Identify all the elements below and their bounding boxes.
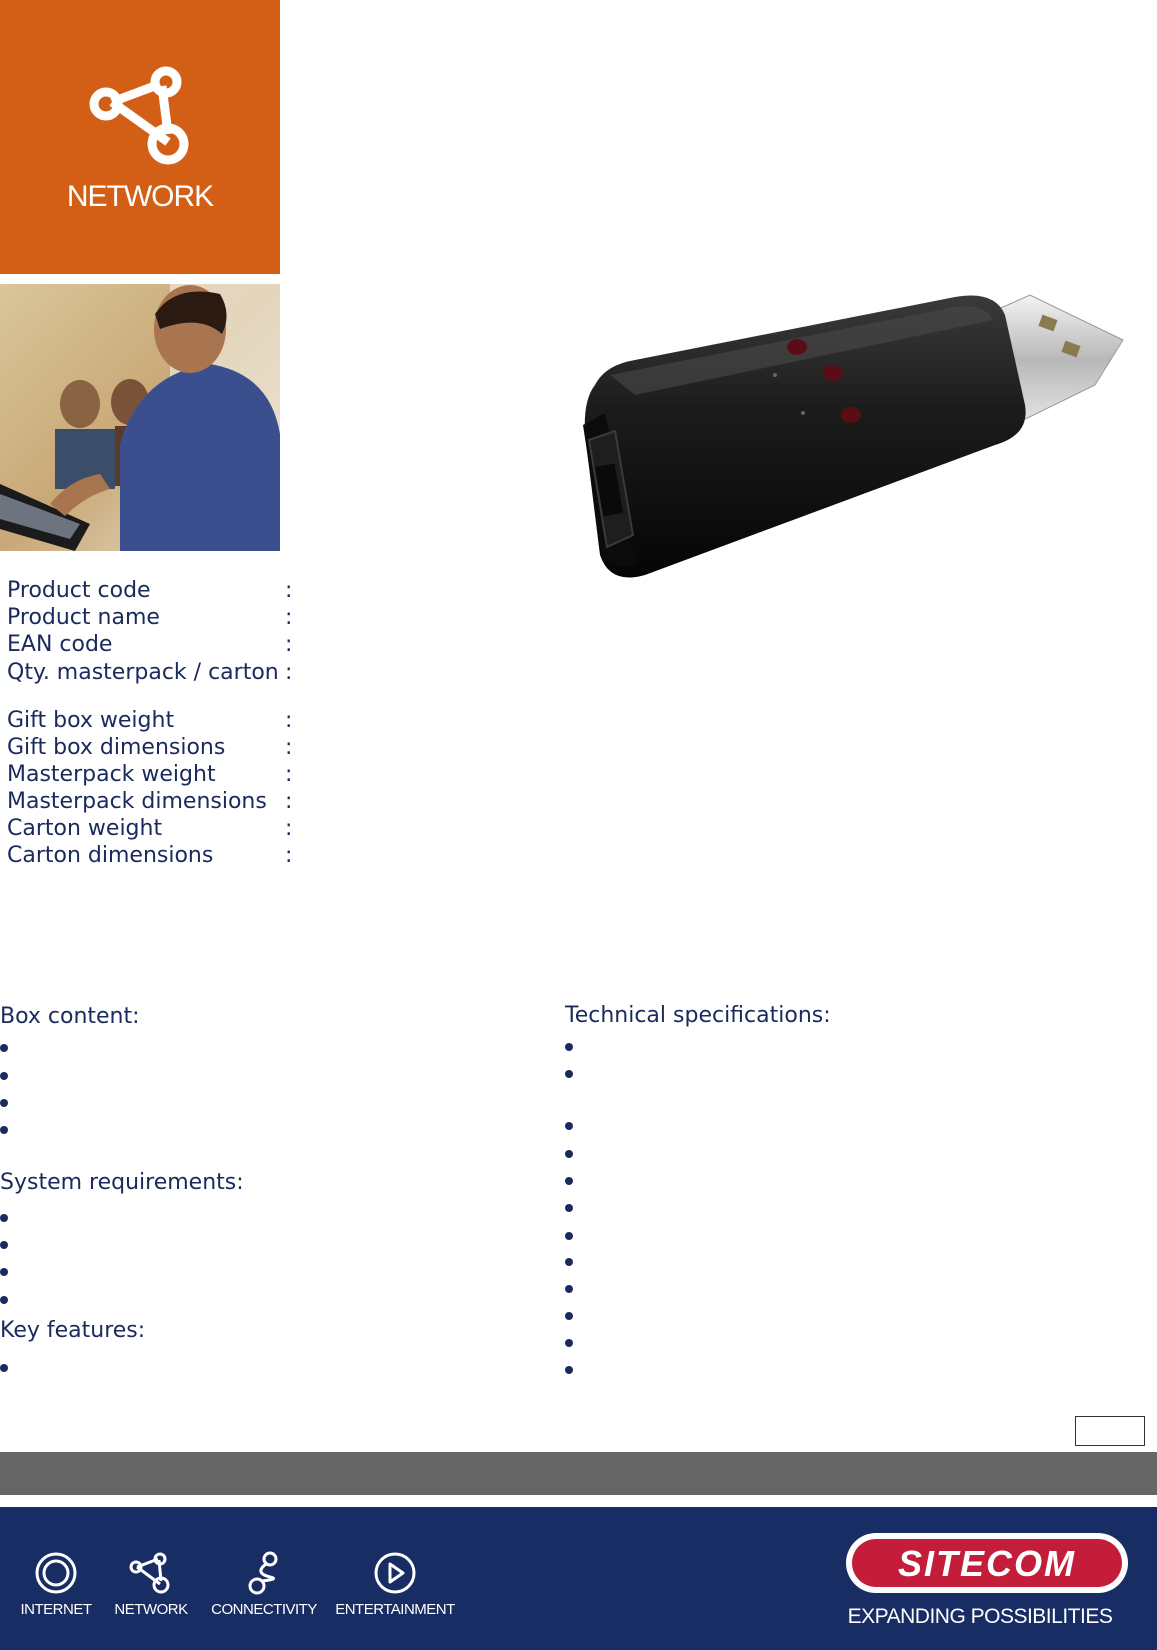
box-content-bullet [0, 1126, 8, 1134]
system-requirements-bullet [0, 1241, 8, 1249]
tech-spec-bullet [565, 1312, 573, 1320]
footer-nav-internet[interactable] [14, 1551, 98, 1618]
spec-colon: : [285, 735, 293, 760]
spec-colon: : [285, 578, 293, 603]
tech-spec-bullet [565, 1258, 573, 1266]
brand-tagline: EXPANDING POSSIBILITIES [847, 1605, 1113, 1628]
footer-nav-connectivity[interactable] [204, 1551, 324, 1618]
system-requirements-bullet [0, 1214, 8, 1222]
footer-nav-label: INTERNET [20, 1601, 92, 1618]
network-icon [86, 62, 196, 172]
spec-row [7, 816, 297, 842]
spec-colon: : [285, 605, 293, 630]
blank-box [1075, 1416, 1145, 1446]
spec-row [7, 660, 297, 686]
product-image [575, 285, 1135, 605]
connectivity-icon [244, 1551, 284, 1595]
footer [0, 1507, 1157, 1650]
person-photo [0, 284, 280, 551]
sitecom-logo[interactable] [844, 1531, 1130, 1595]
spec-row [7, 762, 297, 788]
category-tile [0, 0, 280, 274]
spec-label: Masterpack dimensions [7, 789, 267, 814]
spec-row [7, 605, 297, 631]
footer-nav-network[interactable] [106, 1551, 196, 1618]
spec-label: Gift box weight [7, 708, 175, 733]
entertainment-icon [373, 1551, 417, 1595]
system-requirements-heading: System requirements: [0, 1170, 244, 1195]
spec-row [7, 735, 297, 761]
spec-row [7, 632, 297, 658]
tech-spec-bullet [565, 1122, 573, 1130]
gray-band [0, 1452, 1157, 1495]
spec-label: Masterpack weight [7, 762, 216, 787]
box-content-bullet [0, 1099, 8, 1107]
spec-colon: : [285, 816, 293, 841]
spec-row [7, 789, 297, 815]
spec-label: Qty. masterpack / carton [7, 660, 279, 685]
internet-icon [34, 1551, 78, 1595]
spec-colon: : [285, 632, 293, 657]
footer-nav-label: CONNECTIVITY [211, 1601, 317, 1618]
tech-spec-bullet [565, 1150, 573, 1158]
tech-spec-bullet [565, 1070, 573, 1078]
technical-specifications-heading: Technical specifications: [565, 1003, 831, 1028]
spec-colon: : [285, 660, 293, 685]
brand-name: SITECOM [897, 1543, 1077, 1584]
tech-spec-bullet [565, 1232, 573, 1240]
spec-colon: : [285, 762, 293, 787]
key-features-heading: Key features: [0, 1318, 146, 1343]
box-content-bullet [0, 1044, 8, 1052]
spec-label: Product name [7, 605, 160, 630]
spec-colon: : [285, 789, 293, 814]
tech-spec-bullet [565, 1285, 573, 1293]
spec-label: Carton dimensions [7, 843, 214, 868]
tech-spec-bullet [565, 1177, 573, 1185]
system-requirements-bullet [0, 1268, 8, 1276]
spec-label: Carton weight [7, 816, 163, 841]
tech-spec-bullet [565, 1204, 573, 1212]
spec-label: Gift box dimensions [7, 735, 226, 760]
spec-row [7, 843, 297, 869]
category-label: NETWORK [66, 180, 214, 213]
box-content-heading: Box content: [0, 1004, 140, 1029]
spec-colon: : [285, 708, 293, 733]
box-content-bullet [0, 1072, 8, 1080]
tech-spec-bullet [565, 1043, 573, 1051]
tech-spec-bullet [565, 1339, 573, 1347]
spec-colon: : [285, 843, 293, 868]
footer-nav-label: NETWORK [114, 1601, 188, 1618]
spec-label: Product code [7, 578, 151, 603]
footer-nav-entertainment[interactable] [334, 1551, 456, 1618]
footer-nav-label: ENTERTAINMENT [335, 1601, 455, 1618]
key-features-bullet [0, 1364, 8, 1372]
spec-row [7, 708, 297, 734]
spec-row [7, 578, 297, 604]
system-requirements-bullet [0, 1296, 8, 1304]
network-icon [128, 1551, 174, 1595]
tech-spec-bullet [565, 1366, 573, 1374]
spec-label: EAN code [7, 632, 113, 657]
